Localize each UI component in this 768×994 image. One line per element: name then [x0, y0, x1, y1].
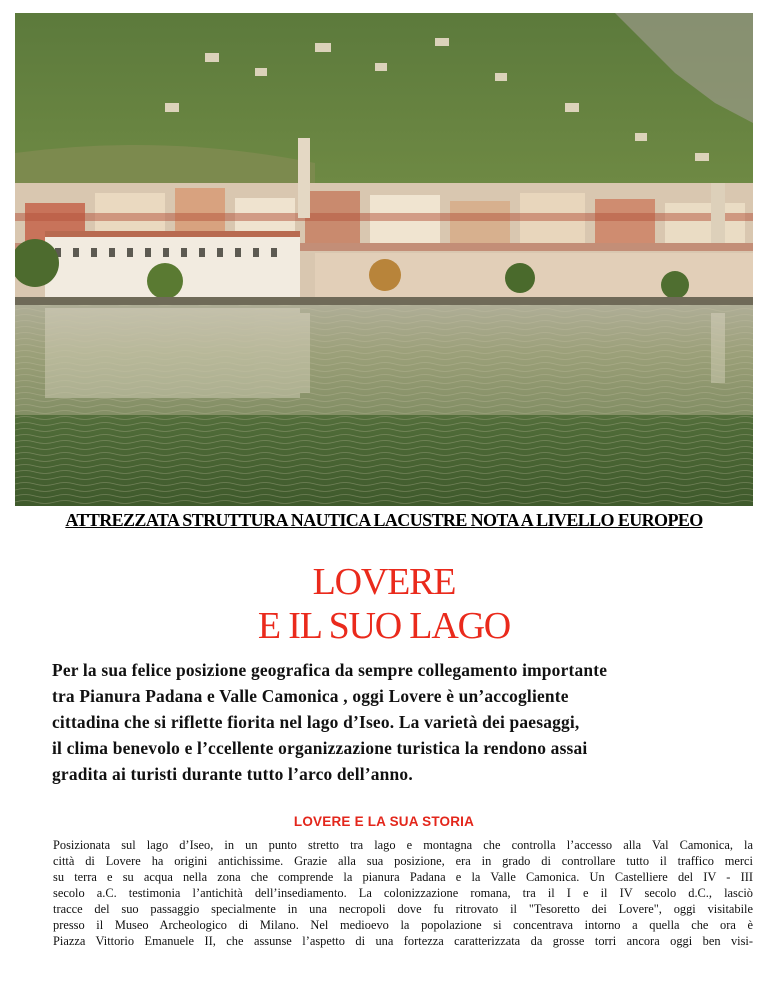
lake-town-illustration [15, 13, 753, 506]
intro-paragraph [52, 657, 752, 787]
intro-line: tra Pianura Padana e Valle Camonica , oggi Lovere è un’accogliente [52, 686, 569, 706]
body-line: presso il Museo Archeologico di Milano. Nel medioevo la popolazione si concentrava intorno a quella che ora è [53, 918, 753, 932]
intro-line: cittadina che si riflette fiorita nel lago d’Iseo. La varietà dei paesaggi, [52, 712, 580, 732]
intro-line: gradita ai turisti durante tutto l’arco dell’anno. [52, 764, 413, 784]
body-line: città di Lovere ha origini antichissime. Grazie alla sua posizione, era in grado di controllare tutto il traffico merci [53, 854, 753, 868]
section-heading: LOVERE E LA SUA STORIA [293, 814, 475, 829]
body-line: tracce del suo passaggio specialmente in una necropoli dove fu ritrovato il "Tesoretto dei Lovere", oggi visitabile [53, 902, 753, 916]
page-title [0, 560, 768, 648]
body-line: Piazza Vittorio Emanuele II, che assunse l’aspetto di una fortezza caratterizzata da grosse torri ancora oggi ben visi- [53, 934, 753, 948]
intro-line: il clima benevolo e l’ccellente organizzazione turistica la rendono assai [52, 738, 588, 758]
body-line: su terra e su acqua nella zona che comprende la pianura Padana e la Valle Camonica. Un Castelliere del IV - III [53, 870, 753, 884]
title-line-2: E IL SUO LAGO [257, 605, 511, 647]
intro-line: Per la sua felice posizione geografica da sempre collegamento importante [52, 660, 608, 680]
body-line: Posizionata sul lago d’Iseo, in un punto stretto tra lago e montagna che controlla l’accesso alla Val Camonica, la [53, 838, 753, 852]
hero-photo-lovere-lake [15, 13, 753, 506]
section-body [53, 837, 753, 949]
body-line: secolo a.C. testimonia l’antichità dell’insediamento. La colonizzazione romana, tra il I e il IV secolo d.C., lasciò [53, 886, 753, 900]
tagline: ATTREZZATA STRUTTURA NAUTICA LACUSTRE NOTA A LIVELLO EUROPEO [65, 510, 703, 530]
title-line-1: LOVERE [312, 561, 456, 603]
